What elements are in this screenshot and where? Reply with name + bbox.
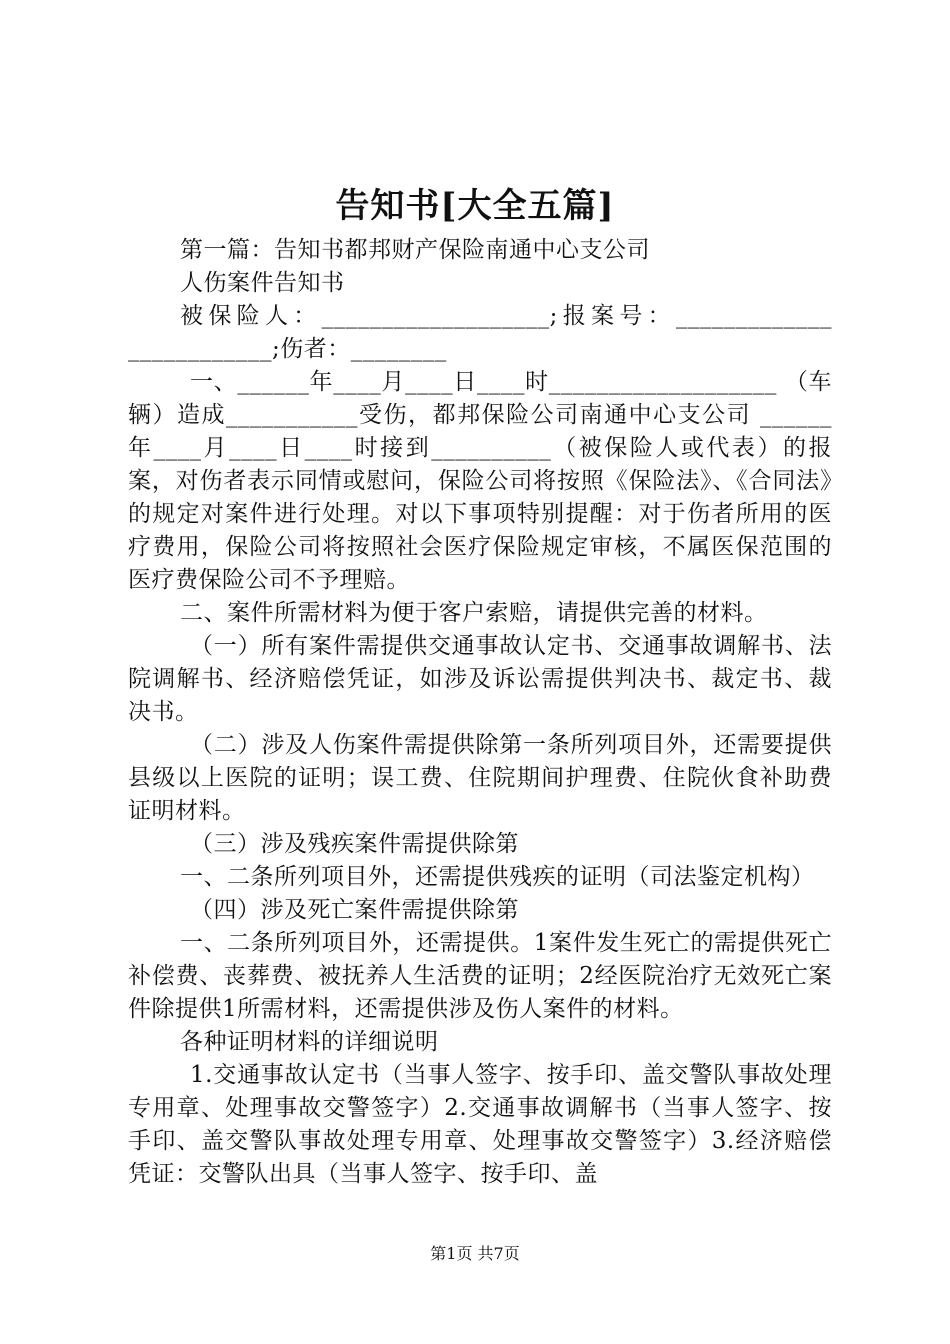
paragraph-item-four: （四）涉及死亡案件需提供除第 <box>190 897 519 923</box>
paragraph-details-heading: 各种证明材料的详细说明 <box>180 1029 439 1055</box>
paragraph-item-two: （二）涉及人伤案件需提供除第一条所列项目外，还需要提供县级以上医院的证明；误工费、住院期间护理费、住院伙食补助费证明材料。 <box>128 732 832 824</box>
paragraph-item-three-cont: 一、二条所列项目外，还需提供残疾的证明（司法鉴定机构） <box>180 864 815 890</box>
paragraph-details-list: 1.交通事故认定书（当事人签字、按手印、盖交警队事故处理专用章、处理事故交警签字）2.交通事故调解书（当事人签字、按手印、盖交警队事故处理专用章、处理事故交警签字）3.经济赔偿凭证：交警队出具（当事人签字、按手印、盖 <box>128 1062 832 1187</box>
paragraph-notice-heading: 人伤案件告知书 <box>180 270 345 296</box>
paragraph-section-two: 二、案件所需材料为便于客户索赔，请提供完善的材料。 <box>180 600 768 626</box>
document-body <box>128 234 832 1191</box>
document-title: 告知书[大全五篇] <box>335 186 615 226</box>
page-number-footer: 第1页 共7页 <box>430 1244 520 1263</box>
paragraph-chapter-heading: 第一篇：告知书都邦财产保险南通中心支公司 <box>180 237 650 263</box>
paragraph-item-one: （一）所有案件需提供交通事故认定书、交通事故调解书、法院调解书、经济赔偿凭证，如涉及诉讼需提供判决书、裁定书、裁决书。 <box>128 633 832 725</box>
paragraph-item-three: （三）涉及残疾案件需提供除第 <box>190 831 519 857</box>
paragraph-item-four-cont: 一、二条所列项目外，还需提供。1案件发生死亡的需提供死亡补偿费、丧葬费、被抚养人生活费的证明；2经医院治疗无效死亡案件除提供1所需材料，还需提供涉及伤人案件的材料。 <box>128 930 832 1022</box>
paragraph-section-one: 一、______年____月____日____时___________________ （车辆）造成___________受伤，都邦保险公司南通中心支公司 ______年____月____日____时接到__________（被保险人或代表）的报案，对伤者表示同情或慰问，保险公司将按照《保险法》、《合同法》的规定对案件进行处理。对以下事项特别提醒：对于伤者所用的医疗费用，保险公司将按照社会医疗保险规定审核，不属医保范围的医疗费保险公司不予理赔。 <box>128 369 832 593</box>
paragraph-insured-fields: 被保险人：___________________;报案号：_____________ ____________;伤者：________ <box>128 303 832 362</box>
